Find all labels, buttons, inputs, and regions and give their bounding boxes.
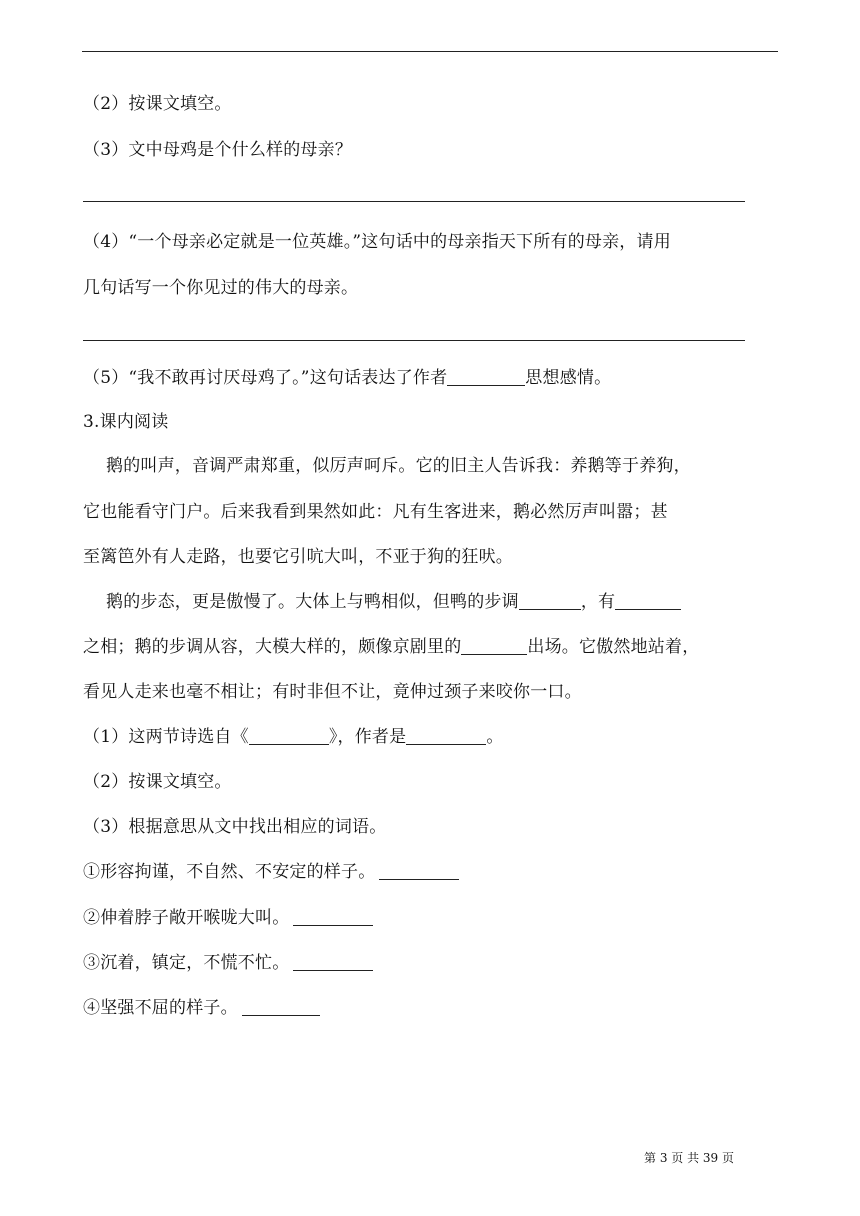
q3-item1 bbox=[83, 725, 504, 749]
answer-line-item3[interactable] bbox=[83, 201, 745, 202]
q3-item1-end: 。 bbox=[486, 727, 504, 747]
q3-p2-line2 bbox=[83, 635, 699, 659]
blank-sub2[interactable] bbox=[293, 907, 373, 926]
q3-sub4-text: ④坚强不屈的样子。 bbox=[83, 998, 238, 1018]
q3-p2-line1-mid: ，有 bbox=[580, 592, 616, 612]
q3-heading: 3.课内阅读 bbox=[83, 412, 169, 432]
q3-p1-line3: 至篱笆外有人走路，也要它引吭大叫，不亚于狗的狂吠。 bbox=[83, 547, 513, 567]
q3-p1-line2: 它也能看守门户。后来我看到果然如此：凡有生客进来，鹅必然厉声叫嚣；甚 bbox=[83, 502, 668, 522]
header-rule bbox=[82, 51, 778, 52]
q3-sub1-text: ①形容拘谨，不自然、不安定的样子。 bbox=[83, 862, 376, 882]
q3-p2-line2-text: 之相；鹅的步调从容，大模大样的，颇像京剧里的 bbox=[83, 637, 462, 657]
blank-sub4[interactable] bbox=[242, 997, 320, 1016]
q2-item3: （3）文中母鸡是个什么样的母亲？ bbox=[83, 140, 353, 160]
answer-line-item4[interactable] bbox=[83, 340, 745, 341]
q2-item4-line1: （4）“一个母亲必定就是一位英雄。”这句话中的母亲指天下所有的母亲，请用 bbox=[83, 232, 671, 252]
q2-item4-line2: 几句话写一个你见过的伟大的母亲。 bbox=[83, 278, 359, 298]
blank-duck-step[interactable] bbox=[519, 591, 581, 610]
q3-sub1 bbox=[83, 860, 459, 884]
page-number: 第 3 页 共 39 页 bbox=[644, 1151, 734, 1165]
q3-sub3-text: ③沉着，镇定，不慌不忙。 bbox=[83, 953, 290, 973]
q2-item5 bbox=[83, 366, 611, 390]
q3-p1-line1: 鹅的叫声，音调严肃郑重，似厉声呵斥。它的旧主人告诉我：养鹅等于养狗， bbox=[106, 456, 691, 476]
q3-p2-line1-text: 鹅的步态，更是傲慢了。大体上与鸭相似，但鸭的步调 bbox=[106, 592, 519, 612]
q2-item2: （2）按课文填空。 bbox=[83, 94, 232, 114]
blank-sub3[interactable] bbox=[293, 952, 373, 971]
q3-sub3 bbox=[83, 951, 373, 975]
blank-sub1[interactable] bbox=[379, 861, 459, 880]
q3-p2-line3: 看见人走来也毫不相让；有时非但不让，竟伸过颈子来咬你一口。 bbox=[83, 682, 582, 702]
blank-opera-role[interactable] bbox=[461, 636, 527, 655]
q2-item5-suffix: 思想感情。 bbox=[525, 368, 612, 388]
blank-duck-look[interactable] bbox=[615, 591, 681, 610]
q3-item1-mid: 》，作者是 bbox=[328, 727, 407, 747]
q2-item5-text: （5）“我不敢再讨厌母鸡了。”这句话表达了作者 bbox=[83, 368, 448, 388]
blank-item5[interactable] bbox=[447, 367, 525, 386]
q3-sub2 bbox=[83, 906, 373, 930]
q3-sub4 bbox=[83, 996, 320, 1020]
q3-item2: （2）按课文填空。 bbox=[83, 772, 232, 792]
q3-sub2-text: ②伸着脖子敞开喉咙大叫。 bbox=[83, 908, 290, 928]
q3-p2-line1 bbox=[106, 590, 681, 614]
q3-item3: （3）根据意思从文中找出相应的词语。 bbox=[83, 817, 387, 837]
q3-p2-line2-suffix: 出场。它傲然地站着， bbox=[527, 637, 700, 657]
blank-source[interactable] bbox=[249, 726, 329, 745]
blank-author[interactable] bbox=[406, 726, 486, 745]
q3-item1-text: （1）这两节诗选自《 bbox=[83, 727, 249, 747]
